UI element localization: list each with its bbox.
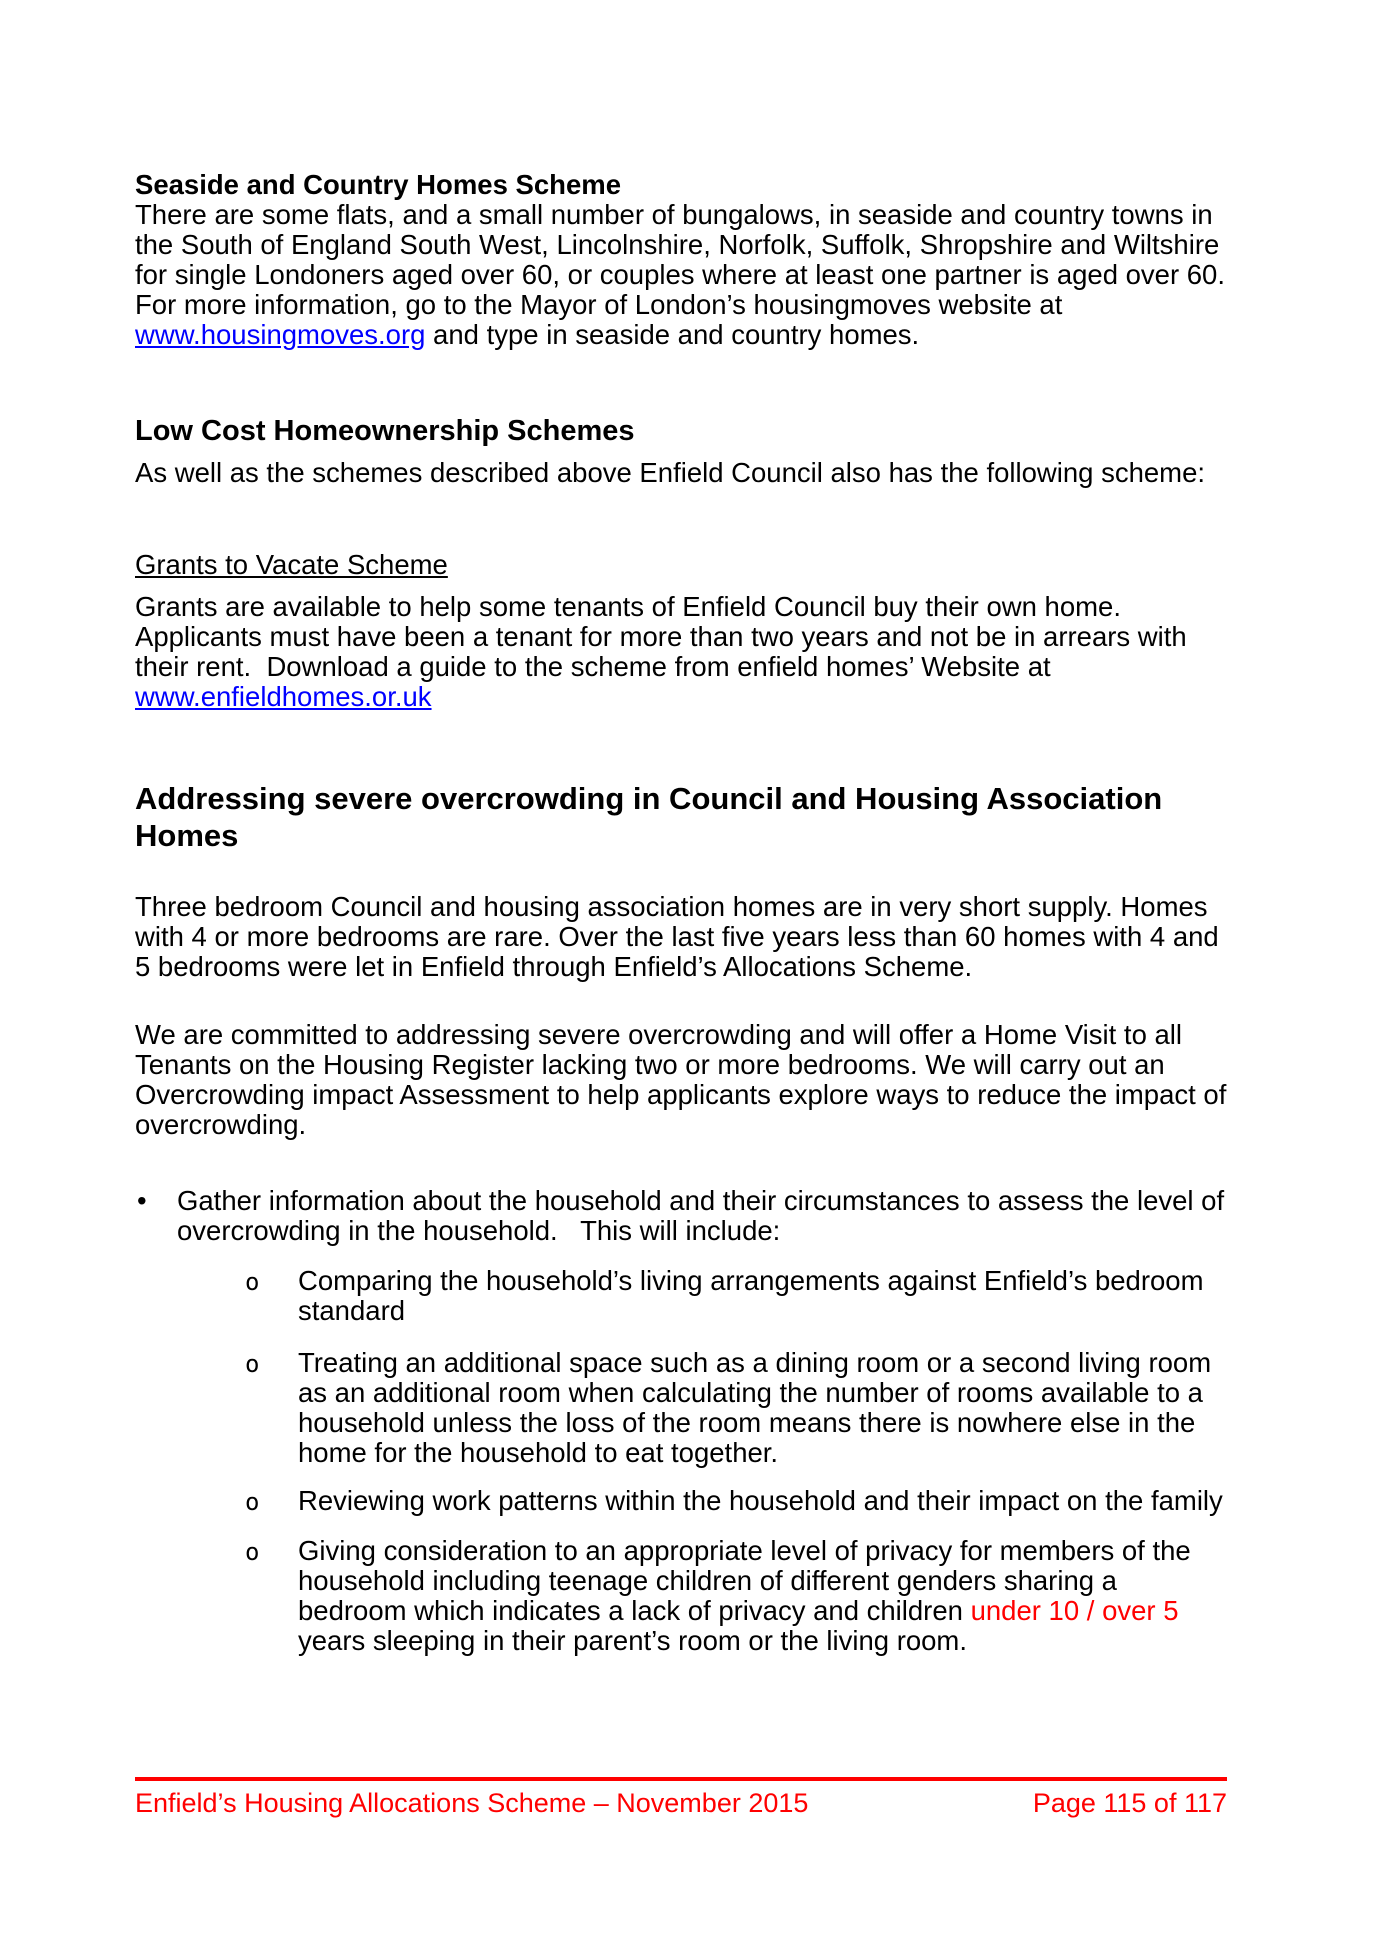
page-footer xyxy=(135,1788,1227,1818)
sub-bullet-circle-marker: o xyxy=(245,1538,260,1566)
bullet-item-gather-information xyxy=(135,1185,1232,1246)
privacy-red-highlight: under 10 / over 5 xyxy=(970,1595,1179,1626)
privacy-text-after-red: years sleeping in their parent’s room or the living room. xyxy=(298,1595,1187,1656)
seaside-text-after-link: and type in seaside and country homes. xyxy=(425,319,920,350)
enfieldhomes-link[interactable]: www.enfieldhomes.or.uk xyxy=(135,681,432,712)
sub-bullet-text: Reviewing work patterns within the household and their impact on the family xyxy=(298,1485,1223,1516)
heading-low-cost-homeownership: Low Cost Homeownership Schemes xyxy=(135,415,635,447)
sub-bullet-circle-marker: o xyxy=(245,1268,260,1296)
paragraph-overcrowding-supply: Three bedroom Council and housing association homes are in very short supply. Homes with 4 or more bedrooms are rare. Over the last five years less than 60 homes with 4 and 5 bedrooms were let in Enfield through Enfield’s Allocations Scheme. xyxy=(135,891,1227,982)
sub-bullet-item-comparing xyxy=(245,1266,1227,1326)
footer-page-number: Page 115 of 117 xyxy=(1032,1788,1227,1818)
sub-bullet-text: Treating an additional space such as a dining room or a second living room as an additional room when calculating the number of rooms available to a household unless the loss of the room means there is nowhere else in the home for the household to eat together. xyxy=(298,1347,1219,1468)
paragraph-overcrowding-commitment: We are committed to addressing severe overcrowding and will offer a Home Visit to all Tenants on the Housing Register lacking two or more bedrooms. We will carry out an Overcrowding impact Assessment to help applicants explore ways to reduce the impact of overcrowding. xyxy=(135,1019,1235,1140)
seaside-text-before-link: There are some flats, and a small number of bungalows, in seaside and country towns in the South of England South West, Lincolnshire, Norfolk, Suffolk, Shropshire and Wiltshire for single Londoners aged over 60, or couples where at least one partner is aged over 60. For more information, go to the Mayor of London’s housingmoves website at xyxy=(135,199,1241,320)
sub-bullet-circle-marker: o xyxy=(245,1488,260,1516)
page-content xyxy=(135,169,1241,1656)
heading-grants-to-vacate: Grants to Vacate Scheme xyxy=(135,549,448,580)
sub-bullet-item-treating xyxy=(245,1348,1227,1468)
privacy-text-before-red: Giving consideration to an appropriate level of privacy for members of the household including teenage children of different genders sharing a bedroom which indicates a lack of privacy and children xyxy=(298,1535,1199,1626)
paragraph-seaside xyxy=(135,199,1241,350)
sub-bullet-item-reviewing xyxy=(245,1486,1227,1516)
footer-document-title: Enfield’s Housing Allocations Scheme – November 2015 xyxy=(135,1788,809,1818)
housingmoves-link[interactable]: www.housingmoves.org xyxy=(135,319,426,350)
sub-bullet-text xyxy=(298,1536,1227,1656)
bullet-text: Gather information about the household and their circumstances to assess the level of overcrowding in the household. This will include: xyxy=(177,1185,1232,1246)
bullet-disc-marker: • xyxy=(137,1185,147,1216)
sub-bullet-text: Comparing the household’s living arrangements against Enfield’s bedroom standard xyxy=(298,1265,1212,1326)
grants-text-before-link: Grants are available to help some tenants of Enfield Council buy their own home. Applicants must have been a tenant for more than two years and not be in arrears with their rent. Download a guide to the scheme from enfield homes’ Website at xyxy=(135,591,1195,682)
paragraph-low-cost: As well as the schemes described above Enfield Council also has the following scheme: xyxy=(135,457,1206,488)
footer-divider-rule xyxy=(135,1777,1227,1781)
paragraph-grants xyxy=(135,592,1227,712)
sub-bullet-circle-marker: o xyxy=(245,1350,260,1378)
heading-addressing-overcrowding: Addressing severe overcrowding in Council and Housing Association Homes xyxy=(135,781,1163,853)
heading-seaside-scheme: Seaside and Country Homes Scheme xyxy=(135,169,621,200)
sub-bullet-item-privacy xyxy=(245,1536,1227,1656)
